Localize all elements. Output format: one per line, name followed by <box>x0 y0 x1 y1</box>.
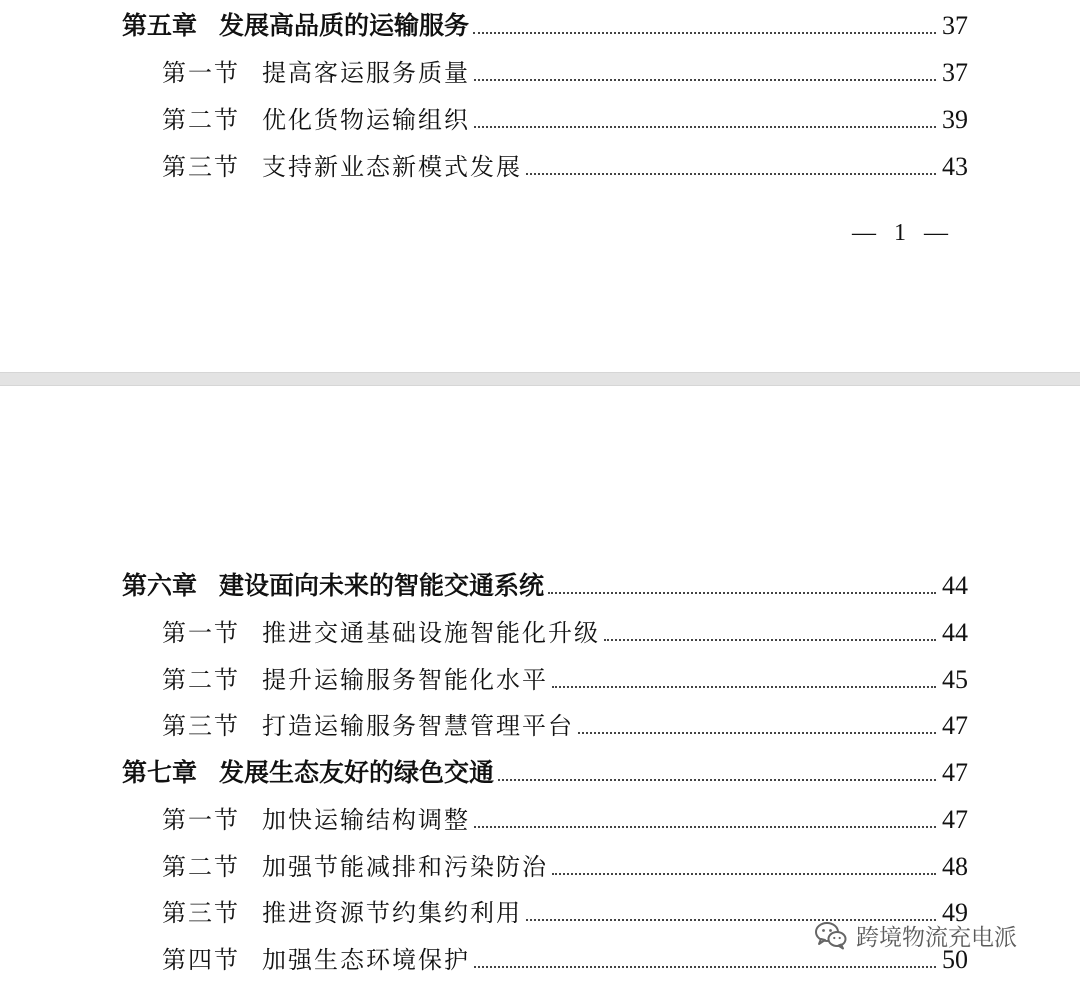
section-number: 第三节 <box>162 712 240 740</box>
dot-leader <box>473 31 936 34</box>
page-number: 49 <box>942 898 968 927</box>
dot-leader <box>474 125 936 128</box>
toc-page-bottom <box>0 386 1080 981</box>
page-number: 37 <box>942 58 968 87</box>
section-title: 推进资源节约集约利用 <box>262 899 522 927</box>
page-number: 47 <box>942 711 968 740</box>
page-number: 39 <box>942 105 968 134</box>
section-title: 支持新业态新模式发展 <box>262 153 522 181</box>
section-number: 第二节 <box>162 853 240 881</box>
section-title: 提升运输服务智能化水平 <box>262 666 548 694</box>
page-number: 44 <box>942 571 968 600</box>
dot-leader <box>552 872 936 875</box>
section-title: 提高客运服务质量 <box>262 59 470 87</box>
toc-section-6-1[interactable] <box>162 616 968 650</box>
toc-section-5-1[interactable] <box>162 56 968 90</box>
toc-page-top <box>0 0 1080 372</box>
page-number: 43 <box>942 152 968 181</box>
chapter-title: 发展高品质的运输服务 <box>219 11 470 40</box>
section-title: 加强节能减排和污染防治 <box>262 853 548 881</box>
chapter-title: 建设面向未来的智能交通系统 <box>219 571 545 600</box>
toc-chapter-5[interactable] <box>122 9 968 43</box>
section-title: 打造运输服务智慧管理平台 <box>262 712 574 740</box>
section-number: 第四节 <box>162 946 240 974</box>
dot-leader <box>498 778 936 781</box>
section-number: 第三节 <box>162 153 240 181</box>
section-number: 第三节 <box>162 899 240 927</box>
page-separator <box>0 372 1080 386</box>
section-number: 第一节 <box>162 619 240 647</box>
toc-section-5-2[interactable] <box>162 103 968 137</box>
toc-section-5-3[interactable] <box>162 150 968 184</box>
toc-section-7-1[interactable] <box>162 803 968 837</box>
section-title: 加强生态环境保护 <box>262 946 470 974</box>
dot-leader <box>474 965 936 968</box>
toc-section-6-2[interactable] <box>162 663 968 697</box>
page-number: 47 <box>942 758 968 787</box>
dot-leader <box>578 731 936 734</box>
section-title: 推进交通基础设施智能化升级 <box>262 619 600 647</box>
wechat-icon <box>814 920 848 950</box>
dot-leader <box>548 591 936 594</box>
section-number: 第二节 <box>162 666 240 694</box>
page-number: 47 <box>942 805 968 834</box>
watermark <box>814 916 1017 954</box>
dot-leader <box>526 172 936 175</box>
section-title: 加快运输结构调整 <box>262 806 470 834</box>
toc-chapter-6[interactable] <box>122 569 968 603</box>
section-title: 优化货物运输组织 <box>262 106 470 134</box>
page-number: 37 <box>942 11 968 40</box>
toc-chapter-7[interactable] <box>122 756 968 790</box>
dot-leader <box>474 825 936 828</box>
watermark-text: 跨境物流充电派 <box>856 924 1017 951</box>
toc-section-6-3[interactable] <box>162 709 968 743</box>
chapter-number: 第七章 <box>122 758 198 787</box>
section-number: 第二节 <box>162 106 240 134</box>
section-number: 第一节 <box>162 806 240 834</box>
toc-section-7-2[interactable] <box>162 850 968 884</box>
section-number: 第一节 <box>162 59 240 87</box>
page-number: 50 <box>942 945 968 974</box>
footer-page-number: — 1 — <box>852 220 954 246</box>
dot-leader <box>604 638 936 641</box>
page-number: 45 <box>942 665 968 694</box>
dot-leader <box>474 78 936 81</box>
dot-leader <box>552 685 936 688</box>
page-number: 44 <box>942 618 968 647</box>
chapter-number: 第六章 <box>122 571 198 600</box>
page-number: 48 <box>942 852 968 881</box>
chapter-number: 第五章 <box>122 11 198 40</box>
chapter-title: 发展生态友好的绿色交通 <box>219 758 495 787</box>
